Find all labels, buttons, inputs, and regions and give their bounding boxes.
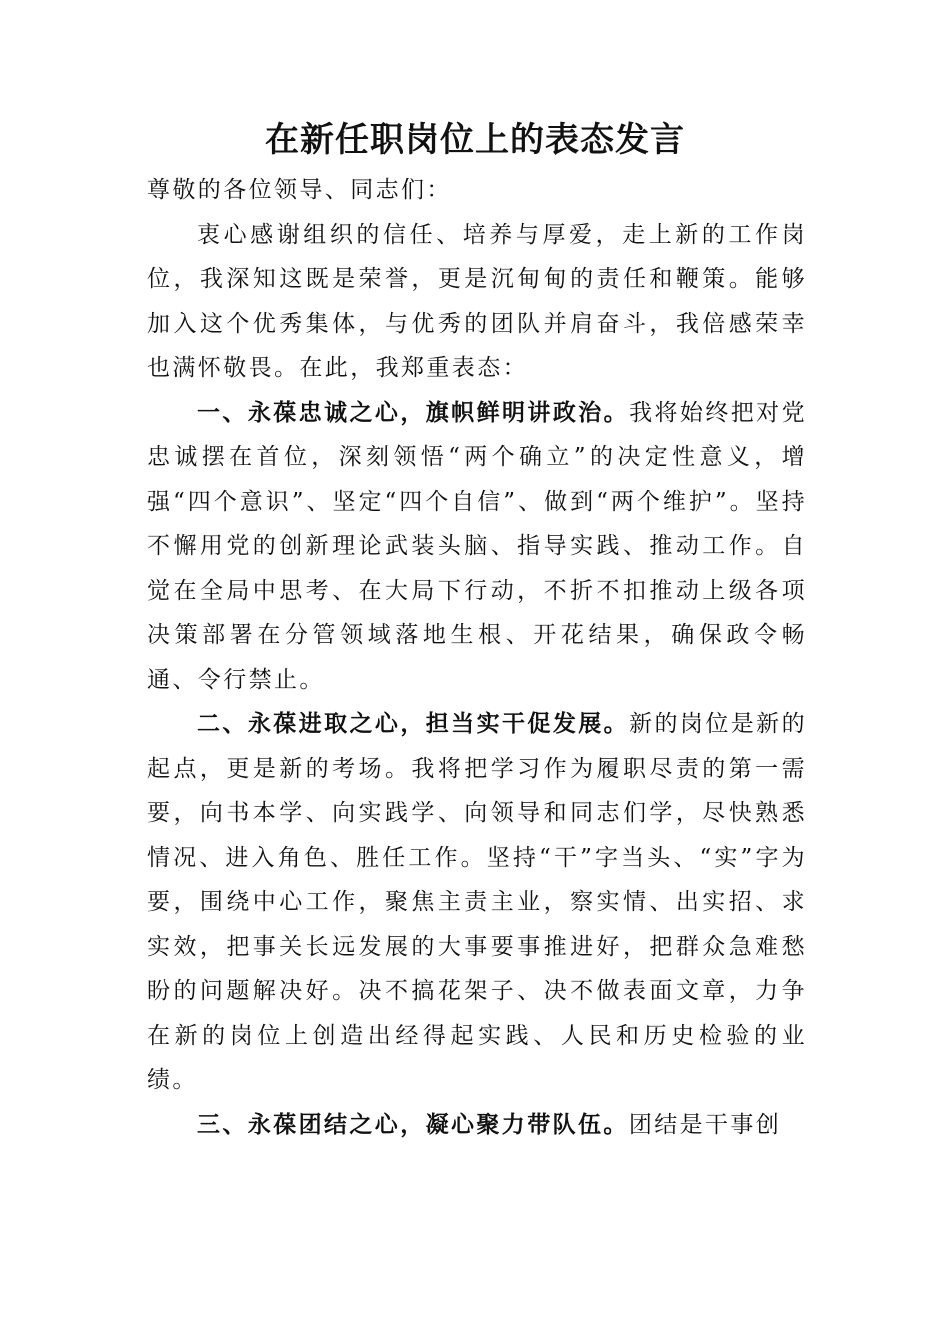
- document-title: 在新任职岗位上的表态发言: [265, 120, 685, 160]
- section-heading-1: 一、永葆忠诚之心，旗帜鲜明讲政治。: [197, 399, 630, 426]
- section-paragraph-1: [147, 391, 807, 703]
- salutation: 尊敬的各位领导、同志们：: [147, 177, 452, 203]
- section-heading-3: 三、永葆团结之心，凝心聚力带队伍。: [197, 1111, 629, 1138]
- intro-paragraph: 衷心感谢组织的信任、培养与厚爱，走上新的工作岗位，我深知这既是荣誉，更是沉甸甸的责任和鞭策。能够加入这个优秀集体，与优秀的团队并肩奋斗，我倍感荣幸也满怀敬畏。在此，我郑重表态：: [147, 221, 807, 381]
- document-body: [147, 168, 807, 1147]
- section-text-3: 团结是干事创: [628, 1111, 782, 1138]
- section-heading-2: 二、永葆进取之心，担当实干促发展。: [197, 711, 630, 737]
- section-text-1: 我将始终把对党忠诚摆在首位，深刻领悟“两个确立”的决定性意义，增强“四个意识”、坚定“四个自信”、做到“两个维护”。坚持不懈用党的创新理论武装头脑、指导实践、推动工作。自觉在全局中思考、在大局下行动，不折不扣推动上级各项决策部署在分管领域落地生根、开花结果，确保政令畅通、令行禁止。: [147, 399, 807, 693]
- section-paragraph-2: [147, 702, 807, 1103]
- section-paragraph-3: [147, 1103, 807, 1148]
- section-text-2: 新的岗位是新的起点，更是新的考场。我将把学习作为履职尽责的第一需要，向书本学、向实践学、向领导和同志们学，尽快熟悉情况、进入角色、胜任工作。坚持“干”字当头、“实”字为要，围绕中心工作，聚焦主责主业，察实情、出实招、求实效，把事关长远发展的大事要事推进好，把群众急难愁盼的问题解决好。决不搞花架子、决不做表面文章，力争在新的岗位上创造出经得起实践、人民和历史检验的业绩。: [147, 711, 807, 1093]
